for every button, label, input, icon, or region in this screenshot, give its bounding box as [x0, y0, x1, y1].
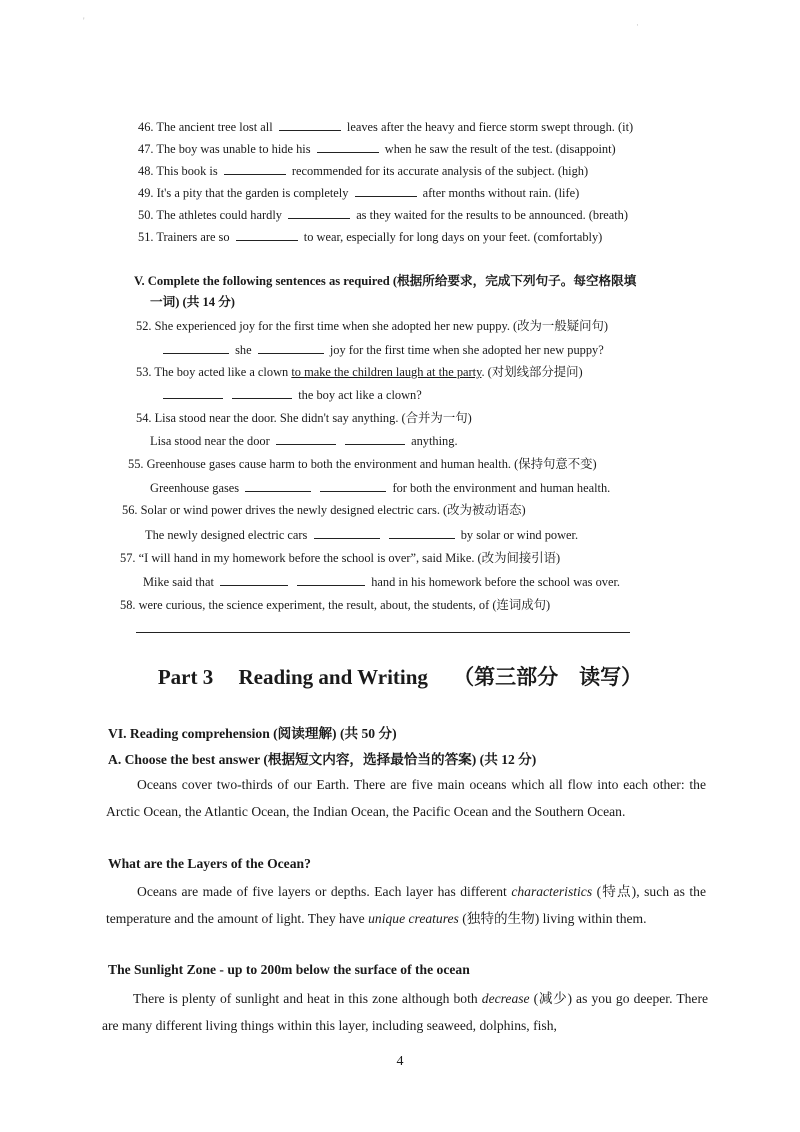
passage-heading-1 [108, 856, 311, 872]
question-number: 47. [138, 142, 154, 156]
answer-blank[interactable] [297, 573, 365, 586]
answer-blank[interactable] [236, 228, 298, 241]
question-number: 52. [136, 319, 152, 333]
answer-blank[interactable] [288, 206, 350, 219]
paragraph-text: (特点), such as the temperature and the amount of light. They have [106, 884, 706, 926]
passage-paragraph-3 [102, 986, 708, 1039]
section-title-text: A. Choose the best answer (根据短文内容，选择最恰当的答案) (共 12 分) [108, 752, 537, 767]
question-number: 49. [138, 186, 154, 200]
question-text: to wear, especially for long days on your feet. (comfortably) [303, 230, 603, 244]
question-number: 50. [138, 208, 154, 222]
answer-blank[interactable] [345, 432, 405, 445]
question-number: 53. [136, 365, 152, 379]
section-5-title [134, 273, 636, 289]
section-title-text: 一词) (共 14 分) [150, 295, 235, 309]
question-text: after months without rain. (life) [422, 186, 580, 200]
answer-blank[interactable] [224, 162, 286, 175]
answer-blank[interactable] [258, 341, 324, 354]
section-a-title [108, 748, 536, 768]
part-title-cn: （第三部分 读写） [453, 665, 643, 689]
question-text: were curious, the science experiment, the result, about, the students, of (连词成句) [138, 598, 551, 612]
answer-text: Mike said that [143, 575, 214, 589]
answer-text: she [235, 343, 252, 357]
question-51 [138, 228, 602, 245]
question-text: The ancient tree lost all [156, 120, 273, 134]
question-57 [120, 550, 560, 566]
question-number: 54. [136, 411, 152, 425]
question-text: “I will hand in my homework before the school is over”, said Mike. (改为间接引语) [138, 551, 561, 565]
paragraph-text: (独特的生物) living within them. [462, 910, 647, 926]
answer-text: hand in his homework before the school was over. [371, 575, 621, 589]
underlined-phrase: to make the children laugh at the party [291, 365, 482, 379]
answer-text: for both the environment and human health. [392, 481, 611, 495]
passage-heading-2 [108, 962, 470, 978]
part-number: Part 3 [157, 665, 214, 689]
question-56-answer [145, 526, 578, 543]
answer-blank[interactable] [389, 526, 455, 539]
question-text: . (对划线部分提问) [481, 365, 583, 379]
question-47 [138, 140, 616, 157]
answer-text: the boy act like a clown? [298, 388, 422, 402]
answer-blank[interactable] [276, 432, 336, 445]
answer-blank[interactable] [232, 386, 292, 399]
answer-line[interactable] [136, 632, 630, 633]
question-53-answer [160, 386, 422, 403]
answer-blank[interactable] [163, 341, 229, 354]
question-text: The boy was unable to hide his [156, 142, 311, 156]
paragraph-text: Oceans are made of five layers or depths. Each layer has different [137, 884, 507, 899]
question-text: leaves after the heavy and fierce storm swept through. (it) [346, 120, 634, 134]
emphasized-term: characteristics [511, 884, 593, 899]
question-53 [136, 364, 583, 380]
answer-text: anything. [411, 434, 458, 448]
paragraph-text: There is plenty of sunlight and heat in this zone although both [133, 991, 478, 1006]
question-46 [138, 118, 633, 135]
question-text: She experienced joy for the first time when she adopted her new puppy. (改为一般疑问句) [154, 319, 609, 333]
heading-text: What are the Layers of the Ocean? [108, 856, 311, 871]
question-55 [128, 456, 597, 472]
section-6-title [108, 722, 397, 742]
question-49 [138, 184, 579, 201]
emphasized-term: unique creatures [368, 910, 459, 926]
question-number: 48. [138, 164, 154, 178]
answer-blank[interactable] [245, 479, 311, 492]
answer-text: Greenhouse gases [150, 481, 240, 495]
question-text: It's a pity that the garden is completely [156, 186, 349, 200]
paragraph-text: Oceans cover two-thirds of our Earth. There are five main oceans which all flow into each other: the Arctic Ocean, the Atlantic Ocean, the Indian Ocean, the Pacific Ocean and the Southern Ocean. [106, 777, 706, 819]
question-56 [122, 502, 526, 518]
question-55-answer [150, 479, 610, 496]
section-title-text: VI. Reading comprehension (阅读理解) (共 50 分) [108, 726, 397, 741]
page-number [0, 1054, 800, 1070]
heading-text: The Sunlight Zone - up to 200m below the surface of the ocean [108, 962, 470, 977]
question-text: Greenhouse gases cause harm to both the environment and human health. (保持句意不变) [146, 457, 597, 471]
question-number: 55. [128, 457, 144, 471]
question-number: 58. [120, 598, 136, 612]
question-text: Lisa stood near the door. She didn't say anything. (合并为一句) [154, 411, 472, 425]
answer-text: by solar or wind power. [460, 528, 579, 542]
passage-paragraph-2 [106, 879, 706, 932]
answer-blank[interactable] [314, 526, 380, 539]
question-54 [136, 410, 472, 426]
emphasized-term: decrease [481, 991, 530, 1006]
answer-blank[interactable] [320, 479, 386, 492]
question-text: The athletes could hardly [156, 208, 282, 222]
answer-blank[interactable] [355, 184, 417, 197]
question-text: The boy acted like a clown [154, 365, 289, 379]
answer-text: joy for the first time when she adopted her new puppy? [329, 343, 604, 357]
question-number: 51. [138, 230, 154, 244]
part-3-title [0, 663, 800, 691]
question-58 [120, 597, 550, 613]
answer-text: Lisa stood near the door [150, 434, 270, 448]
part-title-en: Reading and Writing [238, 665, 428, 689]
question-48 [138, 162, 588, 179]
question-54-answer [150, 432, 458, 449]
question-text: Trainers are so [156, 230, 230, 244]
answer-text: The newly designed electric cars [145, 528, 308, 542]
section-title-text: V. Complete the following sentences as required (根据所给要求，完成下列句子。每空格限填 [134, 274, 637, 288]
question-number: 46. [138, 120, 154, 134]
question-50 [138, 206, 628, 223]
question-number: 56. [122, 503, 138, 517]
question-52 [136, 318, 608, 334]
page-number-text: 4 [396, 1054, 404, 1069]
question-57-answer [143, 573, 620, 590]
answer-blank[interactable] [317, 140, 379, 153]
question-text: This book is [156, 164, 218, 178]
answer-blank[interactable] [163, 386, 223, 399]
question-text: Solar or wind power drives the newly designed electric cars. (改为被动语态) [140, 503, 526, 517]
answer-blank[interactable] [220, 573, 288, 586]
question-text: as they waited for the results to be announced. (breath) [356, 208, 628, 222]
passage-paragraph-1 [106, 772, 706, 825]
question-52-answer [160, 341, 604, 358]
question-number: 57. [120, 551, 136, 565]
section-5-title-cont [150, 294, 235, 310]
question-text: recommended for its accurate analysis of the subject. (high) [291, 164, 589, 178]
question-text: when he saw the result of the test. (disappoint) [384, 142, 616, 156]
answer-blank[interactable] [279, 118, 341, 131]
scan-speck: · [636, 20, 639, 30]
scan-speck: ' [83, 16, 85, 26]
paragraph-text: (减少) as you go deeper. There are many different living things within this layer, including seaweed, dolphins, fish, [102, 991, 709, 1033]
